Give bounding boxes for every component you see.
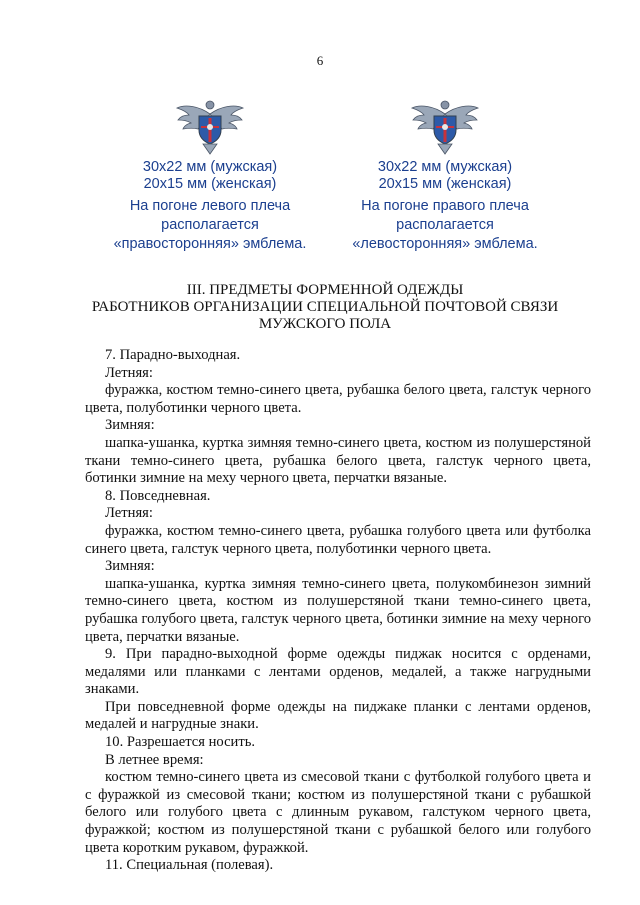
- paragraph: При повседневной форме одежды на пиджаке планки с лентами орденов, медалей и нагрудные знаки.: [85, 698, 591, 733]
- emblem-left-sided-icon: [410, 96, 480, 156]
- item-heading: 10. Разрешается носить.: [105, 734, 256, 751]
- emblem-right-sided-icon: [175, 96, 245, 156]
- emblem-size-female: 20х15 мм (женская): [378, 176, 512, 192]
- document-body: [85, 347, 591, 875]
- section-title-line: РАБОТНИКОВ ОРГАНИЗАЦИИ СПЕЦИАЛЬНОЙ ПОЧТОВОЙ СВЯЗИ: [91, 299, 559, 315]
- emblem-note-line: «правосторонняя» эмблема.: [113, 236, 307, 252]
- paragraph: шапка-ушанка, куртка зимняя темно-синего цвета, костюм из полушерстяной ткани темно-синего цвета, рубашка белого цвета, галстук черного цвета, ботинки зимние на меху черного цвета, перчатки вязаные.: [85, 434, 591, 487]
- emblem-note-line: располагается: [396, 217, 494, 233]
- emblem-note-line: располагается: [161, 217, 259, 233]
- paragraph: фуражка, костюм темно-синего цвета, рубашка белого цвета, галстук черного цвета, полуботинки черного цвета.: [85, 382, 591, 416]
- item-heading: 11. Специальная (полевая).: [105, 857, 274, 874]
- emblem-note-line: На погоне правого плеча: [361, 198, 529, 214]
- section-title-line: III. ПРЕДМЕТЫ ФОРМЕННОЙ ОДЕЖДЫ: [186, 282, 464, 298]
- emblem-right-block: [335, 96, 555, 254]
- emblem-size-male: 30х22 мм (мужская): [142, 159, 278, 175]
- season-label: Летняя:: [105, 364, 153, 381]
- season-label: В летнее время:: [105, 751, 204, 768]
- emblem-size-female: 20х15 мм (женская): [143, 176, 277, 192]
- section-title-line: МУЖСКОГО ПОЛА: [258, 316, 392, 332]
- emblem-note-line: На погоне левого плеча: [129, 198, 291, 214]
- item-heading: 7. Парадно-выходная.: [105, 347, 241, 363]
- item-heading: 8. Повседневная.: [105, 487, 211, 504]
- paragraph: шапка-ушанка, куртка зимняя темно-синего цвета, полукомбинезон зимний темно-синего цвета, костюм из полушерстяной ткани темно-синего цвета, рубашка голубого цвета, галстук черного цвета, ботинки зимние на меху черного цвета, перчатки вязаные.: [85, 575, 591, 645]
- paragraph: фуражка, костюм темно-синего цвета, рубашка голубого цвета или футболка синего цвета, галстук черного цвета, полуботинки черного цвета.: [85, 522, 591, 557]
- season-label: Зимняя:: [105, 558, 155, 575]
- emblem-left-block: [100, 96, 320, 254]
- paragraph: костюм темно-синего цвета из смесовой ткани с футболкой голубого цвета и с фуражкой из смесовой ткани; костюм из полушерстяной ткани с рубашкой белого или голубого цвета с длинным рукавом, галстуком черного цвета, фуражкой; костюм из полушерстяной ткани с рубашкой белого или голубого цвета коротким рукавом, фуражкой.: [85, 769, 591, 856]
- season-label: Летняя:: [105, 505, 153, 522]
- section-title: [60, 282, 590, 333]
- emblem-note-line: «левосторонняя» эмблема.: [352, 236, 538, 252]
- emblem-size-male: 30х22 мм (мужская): [377, 159, 513, 175]
- paragraph: 9. При парадно-выходной форме одежды пиджак носится с орденами, медалями или планками с лентами орденов, медалей, а также нагрудными знаками.: [85, 646, 591, 698]
- page-number: 6: [316, 53, 324, 68]
- season-label: Зимняя:: [105, 417, 155, 434]
